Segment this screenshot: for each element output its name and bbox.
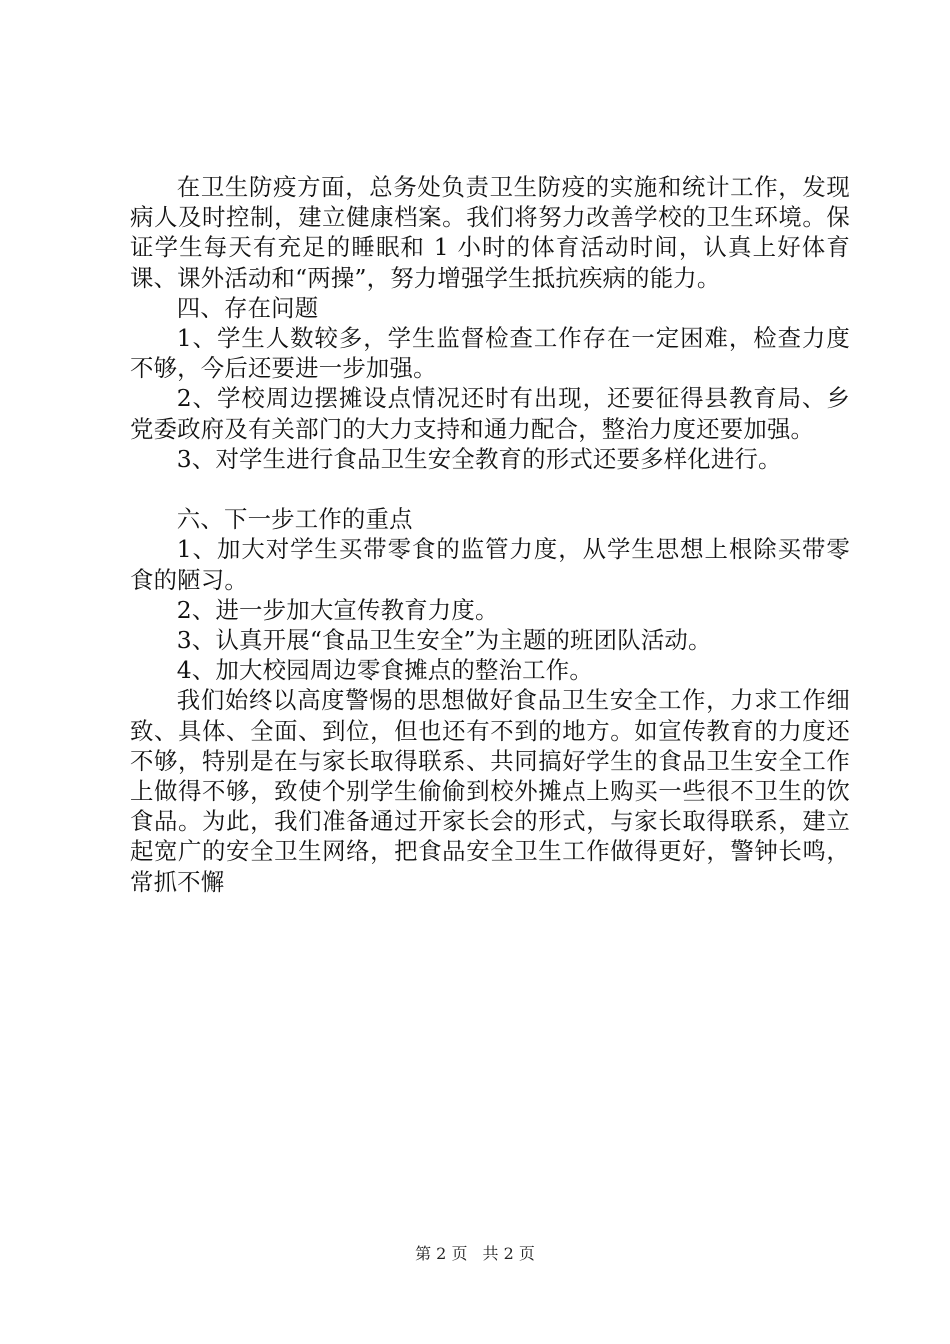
page-number: 第 2 页 <box>415 1244 468 1263</box>
section-heading-problems: 四、存在问题 <box>176 293 319 322</box>
next-step-item-1: 1、加大对学生买带零食的监管力度，从学生思想上根除买带零食的陋习。 <box>130 535 850 594</box>
section-heading-next-steps: 六、下一步工作的重点 <box>176 505 413 534</box>
paragraph-conclusion: 我们始终以高度警惕的思想做好食品卫生安全工作，力求工作细致、具体、全面、到位，但也还有不到的地方。如宣传教育的力度还不够，特别是在与家长取得联系、共同搞好学生的食品卫生安全工作上做得不够，致使个别学生偷偷到校外摊点上购买一些很不卫生的饮食品。为此，我们准备通过开家长会的形式，与家长取得联系，建立起宽广的安全卫生网络，把食品安全卫生工作做得更好，警钟长鸣，常抓不懈 <box>130 686 850 896</box>
document-body <box>130 172 850 897</box>
page-total: 共 2 页 <box>482 1244 535 1263</box>
problem-item-1: 1、学生人数较多，学生监督检查工作存在一定困难，检查力度不够，今后还要进一步加强。 <box>130 324 850 383</box>
problem-item-2: 2、学校周边摆摊设点情况还时有出现，还要征得县教育局、乡党委政府及有关部门的大力支持和通力配合，整治力度还要加强。 <box>130 384 850 443</box>
next-step-item-2: 2、进一步加大宣传教育力度。 <box>176 595 499 624</box>
next-step-item-4: 4、加大校园周边零食摊点的整治工作。 <box>176 656 593 685</box>
problem-item-3: 3、对学生进行食品卫生安全教育的形式还要多样化进行。 <box>176 444 782 473</box>
blank-line <box>130 474 850 504</box>
paragraph-health-prevention: 在卫生防疫方面，总务处负责卫生防疫的实施和统计工作，发现病人及时控制，建立健康档案。我们将努力改善学校的卫生环境。保证学生每天有充足的睡眠和 1 小时的体育活动时间，认真上好体育课、课外活动和“两操”，努力增强学生抵抗疾病的能力。 <box>130 173 850 292</box>
next-step-item-3: 3、认真开展“食品卫生安全”为主题的班团队活动。 <box>176 626 712 655</box>
page-footer <box>0 1244 950 1264</box>
